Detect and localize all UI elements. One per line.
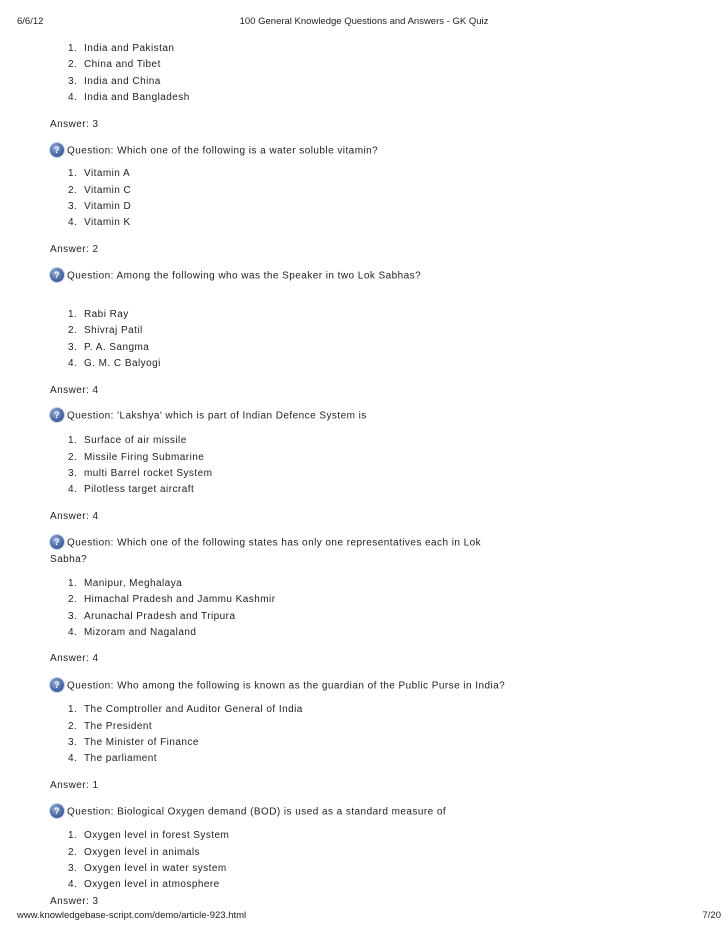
question-line: ? Question: Among the following who was the Speaker in two Lok Sabhas? [50, 269, 421, 283]
answer-text: Answer: 4 [50, 385, 99, 396]
question-icon: ? [50, 143, 64, 157]
list-item: 4. India and Bangladesh [68, 92, 190, 103]
list-item: 3. Vitamin D [68, 201, 132, 212]
answer-text: Answer: 4 [50, 653, 99, 664]
list-item: 3. India and China [68, 76, 161, 87]
list-item: 4. Mizoram and Nagaland [68, 627, 197, 638]
list-item: 3. The Minister of Finance [68, 737, 199, 748]
list-item: 4. Vitamin K [68, 217, 131, 228]
list-item: 2. Himachal Pradesh and Jammu Kashmir [68, 594, 276, 605]
list-item: 1. Manipur, Meghalaya [68, 578, 183, 589]
header-date: 6/6/12 [17, 16, 44, 27]
list-item: 2. Oxygen level in animals [68, 847, 200, 858]
question-line: ? Question: Which one of the following is a water soluble vitamin? [50, 144, 378, 158]
list-item: 3. Arunachal Pradesh and Tripura [68, 611, 236, 622]
list-item: 1. Vitamin A [68, 168, 131, 179]
list-item: 2. China and Tibet [68, 59, 161, 70]
page-footer [0, 910, 728, 926]
list-item: 2. Vitamin C [68, 185, 132, 196]
list-item: 3. multi Barrel rocket System [68, 468, 213, 479]
answer-text: Answer: 4 [50, 511, 99, 522]
header-title: 100 General Knowledge Questions and Answers - GK Quiz [239, 16, 489, 27]
list-item: 4. Pilotless target aircraft [68, 484, 195, 495]
answer-text: Answer: 3 [50, 119, 99, 130]
question-line-continued: Sabha? [50, 554, 88, 565]
list-item: 3. P. A. Sangma [68, 342, 150, 353]
list-item: 1. The Comptroller and Auditor General of India [68, 704, 303, 715]
list-item: 4. Oxygen level in atmosphere [68, 879, 220, 890]
list-item: 1. Surface of air missile [68, 435, 187, 446]
list-item: 3. Oxygen level in water system [68, 863, 227, 874]
list-item: 1. Oxygen level in forest System [68, 830, 230, 841]
question-icon: ? [50, 535, 64, 549]
list-item: 4. G. M. C Balyogi [68, 358, 161, 369]
list-item: 2. Missile Firing Submarine [68, 452, 205, 463]
list-item: 1. Rabi Ray [68, 309, 129, 320]
question-icon: ? [50, 408, 64, 422]
question-line: ? Question: Who among the following is known as the guardian of the Public Purse in India? [50, 679, 505, 693]
answer-text-cut: Answer: 3 [50, 896, 99, 907]
question-icon: ? [50, 678, 64, 692]
question-line: ? Question: Biological Oxygen demand (BOD) is used as a standard measure of [50, 805, 446, 819]
question-icon: ? [50, 268, 64, 282]
answer-text: Answer: 1 [50, 780, 99, 791]
question-line: ? Question: Which one of the following states has only one representatives each in Lok [50, 536, 481, 550]
list-item: 2. Shivraj Patil [68, 325, 143, 336]
list-item: 1. India and Pakistan [68, 43, 175, 54]
question-line: ? Question: 'Lakshya' which is part of Indian Defence System is [50, 409, 367, 423]
answer-text: Answer: 2 [50, 244, 99, 255]
list-item: 4. The parliament [68, 753, 157, 764]
footer-url: www.knowledgebase-script.com/demo/article-923.html [17, 910, 247, 921]
question-icon: ? [50, 804, 64, 818]
page-number: 7/20 [702, 910, 721, 921]
list-item: 2. The President [68, 721, 153, 732]
